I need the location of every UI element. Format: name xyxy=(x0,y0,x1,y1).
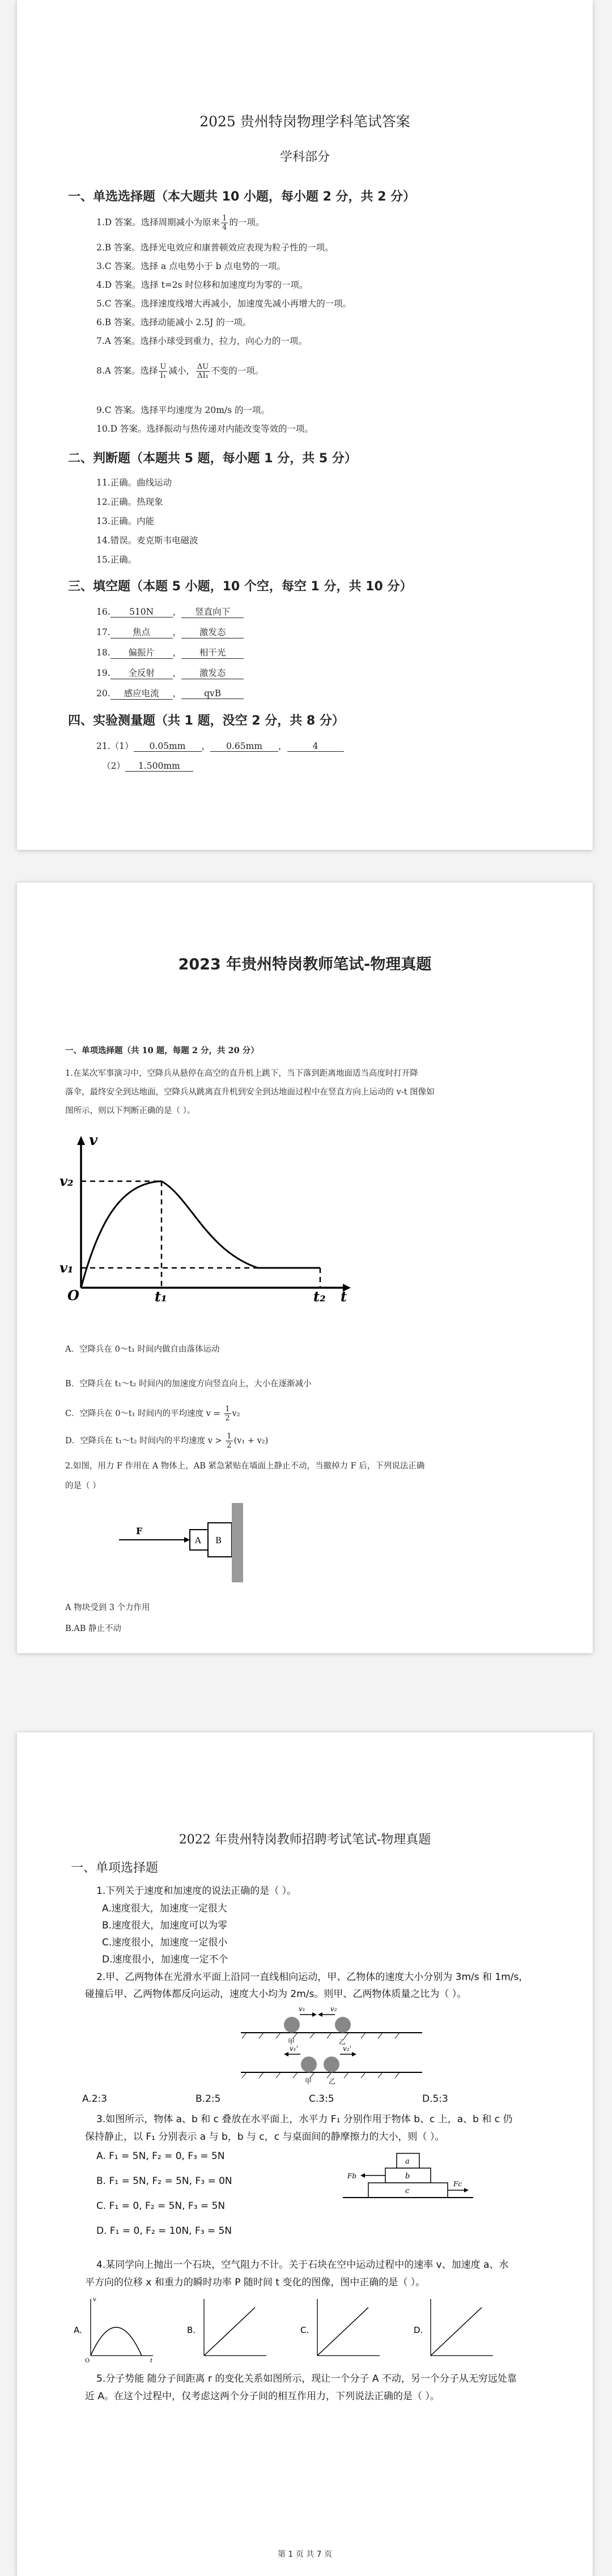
y-label: v xyxy=(93,2297,96,2303)
page-title: 2025 贵州特岗物理学科笔试答案 xyxy=(199,113,410,130)
question-text: 5.分子势能 随分子间距离 r 的变化关系如图所示，现让一个分子 A 不动，另一个分子从无穷远处靠 xyxy=(96,2373,517,2385)
option-b: B.2:5 xyxy=(196,2093,221,2105)
item-number: 19. xyxy=(96,668,110,678)
hatch xyxy=(259,2033,264,2038)
fraction-denominator: ΔI₁ xyxy=(197,372,209,380)
option-c xyxy=(65,1405,240,1423)
answer-line: 14.错误。麦克斯韦电磁波 xyxy=(96,535,198,546)
block-a-label: A xyxy=(195,1535,201,1545)
question-text: 平方向的位移 x 和重力的瞬时功率 P 随时间 t 变化的图像，图中正确的是（ ）。 xyxy=(85,2277,426,2288)
fraction xyxy=(159,363,167,380)
blank-answer: 激发态 xyxy=(181,625,244,638)
fill-line: 16. 510N ， 竖直向下 xyxy=(96,605,244,618)
page-exam-2023 xyxy=(17,883,593,1653)
answer-line: 3.C 答案。选择 a 点电势小于 b 点电势的一项。 xyxy=(96,261,286,271)
motion-graphs xyxy=(74,2293,527,2364)
option-d: D.速度很小，加速度一定不个 xyxy=(102,1954,228,1965)
answer-line xyxy=(96,214,264,232)
arrowhead xyxy=(464,2188,469,2192)
fill-line: 21.（1） 0.05mm ， 0.65mm ， 4 xyxy=(96,739,344,752)
v1p-label: v₁' xyxy=(290,2045,298,2053)
hatch xyxy=(310,2033,314,2038)
hatch xyxy=(276,2033,280,2038)
option-text: v = xyxy=(206,1409,223,1419)
fraction xyxy=(224,1405,231,1423)
vt-graph xyxy=(60,1129,354,1302)
blank-answer: 全反射 xyxy=(110,666,173,679)
graph-c xyxy=(300,2299,380,2356)
v1-label: v₁ xyxy=(299,2005,305,2013)
force-label: F xyxy=(136,1526,143,1536)
curve xyxy=(204,2307,255,2356)
option-d: D.5:3 xyxy=(422,2093,448,2105)
fraction-denominator: 2 xyxy=(227,1441,232,1450)
fill-line: 18. 偏振片 ， 相干光 xyxy=(96,646,244,659)
hatch xyxy=(293,2072,298,2078)
fraction-numerator: ΔU xyxy=(197,363,209,371)
hatch xyxy=(395,2033,400,2038)
curve xyxy=(431,2307,482,2356)
blank-answer: 0.05mm xyxy=(134,741,202,752)
hatch xyxy=(242,2033,246,2038)
answer-text: 8.A 答案。选择 xyxy=(96,365,158,376)
jia-label: 甲 xyxy=(305,2077,312,2085)
option-c: C. F₁ = 0, F₂ = 5N, F₃ = 5N xyxy=(96,2200,226,2212)
question-text: 2.甲、乙两物体在光滑水平面上沿同一直线相向运动，甲、乙物体的速度大小分别为 3m/s 和 1m/s， xyxy=(96,1972,529,1983)
blank-answer: 1.500mm xyxy=(125,761,193,772)
hatch xyxy=(361,2033,366,2038)
force-diagram xyxy=(102,1500,261,1585)
option-a: A．空降兵在 0～t₁ 时间内做自由落体运动 xyxy=(65,1345,220,1354)
wall xyxy=(232,1503,243,1582)
arrowhead xyxy=(312,2012,317,2017)
arrowhead xyxy=(352,2052,356,2056)
curve xyxy=(91,2327,142,2356)
v1-label: v₁ xyxy=(60,1259,74,1276)
answer-line: 13.正确。内能 xyxy=(96,516,155,526)
fc-label: Fc xyxy=(453,2180,462,2188)
option-d xyxy=(65,1432,268,1450)
graph-a-label: A. xyxy=(74,2325,82,2335)
option-text: C．空降兵在 0～t₁ 时间内的平均速度 xyxy=(65,1409,204,1419)
ball-yi xyxy=(335,2017,351,2033)
page-subtitle: 学科部分 xyxy=(279,150,330,164)
yi-label: 乙 xyxy=(339,2038,346,2046)
option-d: D. F₁ = 0, F₂ = 10N, F₃ = 5N xyxy=(96,2225,232,2237)
fill-line xyxy=(102,759,193,772)
section-heading: 一、单选选择题（本大题共 10 小题，每小题 2 分，共 2 分） xyxy=(68,190,416,204)
t-label: t xyxy=(341,1288,347,1302)
origin-label: O xyxy=(85,2358,90,2364)
fill-line: 17. 焦点 ， 激发态 xyxy=(96,625,244,638)
t-label: t xyxy=(150,2358,153,2364)
fraction-numerator: U xyxy=(160,363,167,371)
item-number: 17. xyxy=(96,627,110,637)
fraction-numerator: 1 xyxy=(227,1432,232,1441)
page-answers-2025 xyxy=(17,0,593,850)
question-text: 近 A。在这个过程中，仅考虑这两个分子间的相互作用力，下列说法正确的是（ ）。 xyxy=(85,2391,440,2402)
blank-answer: 焦点 xyxy=(110,625,173,638)
hatch xyxy=(378,2033,382,2038)
fraction-denominator: I₁ xyxy=(160,372,167,380)
fraction xyxy=(226,1432,232,1450)
item-number: 18. xyxy=(96,648,110,658)
collision-diagram xyxy=(235,2004,428,2089)
question-text: 1.下列关于速度和加速度的说法正确的是（ ）。 xyxy=(96,1885,297,1897)
blank-answer: 510N xyxy=(110,607,173,618)
block-b-label: B xyxy=(215,1535,222,1545)
option-a: A. F₁ = 5N, F₂ = 0, F₃ = 5N xyxy=(96,2151,225,2162)
answer-line: 6.B 答案。选择动能减小 2.5J 的一项。 xyxy=(96,317,252,327)
hatch xyxy=(259,2072,264,2078)
hatch xyxy=(242,2072,246,2078)
curve xyxy=(317,2307,368,2356)
option-b: B.速度很大，加速度可以为零 xyxy=(102,1920,228,1931)
fraction-denominator: 2 xyxy=(225,1414,230,1423)
option-b: B．空降兵在 t₁～t₂ 时间内的加速度方向竖直向上，大小在逐渐减小 xyxy=(65,1379,312,1389)
graph-c-label: C. xyxy=(300,2325,309,2335)
fraction-denominator: 4 xyxy=(222,223,227,232)
answer-line: 10.D 答案。选择振动与热传递对内能改变等效的一项。 xyxy=(96,424,314,434)
blank-answer: 0.65mm xyxy=(210,741,278,752)
ball-yi xyxy=(324,2056,339,2072)
block-a-label: a xyxy=(405,2157,410,2166)
option-a: A.2:3 xyxy=(82,2093,108,2105)
arrowhead xyxy=(360,2173,365,2178)
hatch xyxy=(395,2072,400,2078)
option-b: B.AB 静止不动 xyxy=(65,1624,122,1633)
answer-line: 5.C 答案。选择速度线增大再减小，加速度先减小再增大的一项。 xyxy=(96,299,352,309)
question-text: 2.如图，用力 F 作用在 A 物体上，AB 紧急紧贴在墙面上静止不动，当撤掉力 F 后，下列说法正确 xyxy=(65,1462,425,1471)
section-heading: 三、填空题（本题 5 小题，10 个空，每空 1 分，共 10 分） xyxy=(68,580,413,594)
hatch xyxy=(276,2072,280,2078)
arrowhead xyxy=(284,2052,288,2056)
page-exam-2022 xyxy=(17,1732,593,2576)
answer-line: 15.正确。 xyxy=(96,555,137,565)
fb-label: Fb xyxy=(347,2172,357,2180)
answer-line: 11.正确。曲线运动 xyxy=(96,478,172,488)
graph-d xyxy=(414,2299,493,2356)
option-a: A.速度很大，加速度一定很大 xyxy=(102,1903,227,1914)
t1-label: t₁ xyxy=(155,1288,167,1302)
item-number: 21.（1） xyxy=(96,741,134,751)
section-heading: 一、单项选择题 xyxy=(71,1861,159,1875)
answer-line: 9.C 答案。选择平均速度为 20m/s 的一项。 xyxy=(96,405,270,415)
option-c: C.速度很小，加速度一定很小 xyxy=(102,1937,228,1948)
t2-label: t₂ xyxy=(313,1288,326,1302)
fraction-numerator: 1 xyxy=(225,1405,230,1413)
fill-line: 19. 全反射 ， 激发态 xyxy=(96,666,244,679)
answer-line: 2.B 答案。选择光电效应和康普顿效应表现为粒子性的一项。 xyxy=(96,242,334,253)
blank-answer: 激发态 xyxy=(181,666,244,679)
section-heading: 一、单项选择题（共 10 题，每题 2 分，共 20 分） xyxy=(65,1046,259,1055)
answer-line: 4.D 答案。选择 t=2s 时位移和加速度均为零的一项。 xyxy=(96,280,308,290)
option-text: D．空降兵在 t₁～t₂ 时间内的平均速度 xyxy=(65,1436,206,1446)
option-text: (v₁ + v₂) xyxy=(233,1436,269,1446)
v2-label: v₂ xyxy=(60,1173,74,1189)
question-text: 4.某同学向上抛出一个石块，空气阻力不计。关于石块在空中运动过程中的速率 v、加速度 a、水 xyxy=(96,2259,509,2271)
blank-answer: 相干光 xyxy=(181,646,244,659)
v-axis-arrow xyxy=(77,1136,85,1145)
option-text: v > xyxy=(207,1436,225,1446)
question-text: 1.在某次军事演习中，空降兵从悬停在高空的直升机上跳下，当下落到距离地面适当高度时打开降 xyxy=(65,1069,418,1078)
origin-label: O xyxy=(67,1287,79,1302)
option-a: A 物块受到 3 个力作用 xyxy=(65,1603,150,1612)
graph-b-label: B. xyxy=(187,2325,196,2335)
blank-answer: 竖直向下 xyxy=(181,605,244,618)
item-number: 16. xyxy=(96,607,110,617)
option-c: C.3:5 xyxy=(309,2093,334,2105)
answer-text: 不变的一项。 xyxy=(211,365,264,376)
answer-line: 7.A 答案。选择小球受到重力，拉力，向心力的一项。 xyxy=(96,336,307,346)
answer-line xyxy=(96,363,264,380)
v2p-label: v₂' xyxy=(343,2045,351,2053)
hatch xyxy=(361,2072,366,2078)
page-title: 2023 年贵州特岗教师笔试-物理真题 xyxy=(178,956,432,973)
block-c-label: c xyxy=(405,2187,410,2195)
graph-d-label: D. xyxy=(414,2325,423,2335)
graph-a xyxy=(74,2297,153,2364)
fraction xyxy=(196,363,210,380)
fill-line: 20. 感应电流 ， qvB xyxy=(96,687,244,700)
blank-answer: 感应电流 xyxy=(110,687,173,700)
blank-answer: 偏振片 xyxy=(110,646,173,659)
blank-answer: 4 xyxy=(287,741,344,752)
blank-answer: qvB xyxy=(181,688,244,699)
question-text: 落伞，最终安全到达地面，空降兵从跳离直升机到安全到达地面过程中在竖直方向上运动的 v-t 图像如 xyxy=(65,1088,435,1097)
stacked-blocks-diagram xyxy=(332,2149,479,2211)
item-number: （2） xyxy=(102,761,125,771)
answer-text: 的一项。 xyxy=(229,217,265,228)
section-heading: 二、判断题（本题共 5 题，每小题 1 分，共 5 分） xyxy=(68,452,357,466)
hatch xyxy=(344,2072,348,2078)
force-arrowhead xyxy=(184,1537,190,1543)
question-text: 3.如图所示，物体 a、b 和 c 叠放在水平面上，水平力 F₁ 分别作用于物体 b、c 上，a、b 和 c 仍 xyxy=(96,2114,513,2125)
question-text: 的是（ ） xyxy=(65,1481,101,1491)
question-text: 碰撞后甲、乙两物体都反向运动，速度大小均为 2m/s。则甲、乙两物体质量之比为（ ）。 xyxy=(85,1989,467,2000)
option-text: v₂ xyxy=(232,1409,240,1419)
page-title: 2022 年贵州特岗教师招聘考试笔试-物理真题 xyxy=(178,1833,431,1847)
ball-jia xyxy=(301,2056,317,2072)
graph-b xyxy=(187,2299,266,2356)
hatch xyxy=(327,2033,332,2038)
fraction xyxy=(221,214,228,232)
answer-line: 12.正确。热现象 xyxy=(96,497,163,507)
block-b-label: b xyxy=(405,2172,410,2181)
answer-text: 减小， xyxy=(168,365,195,376)
v-label: v xyxy=(89,1132,98,1149)
page-footer: 第 1 页 共 7 页 xyxy=(277,2550,333,2559)
item-number: 20. xyxy=(96,688,110,699)
section-heading: 四、实验测量题（共 1 题，没空 2 分，共 8 分） xyxy=(68,714,345,728)
ball-jia xyxy=(284,2017,300,2033)
yi-label: 乙 xyxy=(329,2077,336,2085)
question-text: 保持静止，以 F₁ 分别表示 a 与 b，b 与 c，c 与桌面间的静摩擦力的大小，则（ ）。 xyxy=(85,2131,445,2143)
arrowhead xyxy=(318,2012,322,2017)
fraction-numerator: 1 xyxy=(222,214,227,223)
v2-label: v₂ xyxy=(330,2005,337,2013)
vt-curve xyxy=(81,1181,320,1288)
question-text: 图所示，则以下判断正确的是（ ）。 xyxy=(65,1106,196,1115)
hatch xyxy=(378,2072,382,2078)
option-b: B. F₁ = 5N, F₂ = 5N, F₃ = 0N xyxy=(96,2175,232,2187)
answer-text: 1.D 答案。选择周期减小为原来 xyxy=(96,217,220,228)
jia-label: 甲 xyxy=(288,2038,295,2046)
